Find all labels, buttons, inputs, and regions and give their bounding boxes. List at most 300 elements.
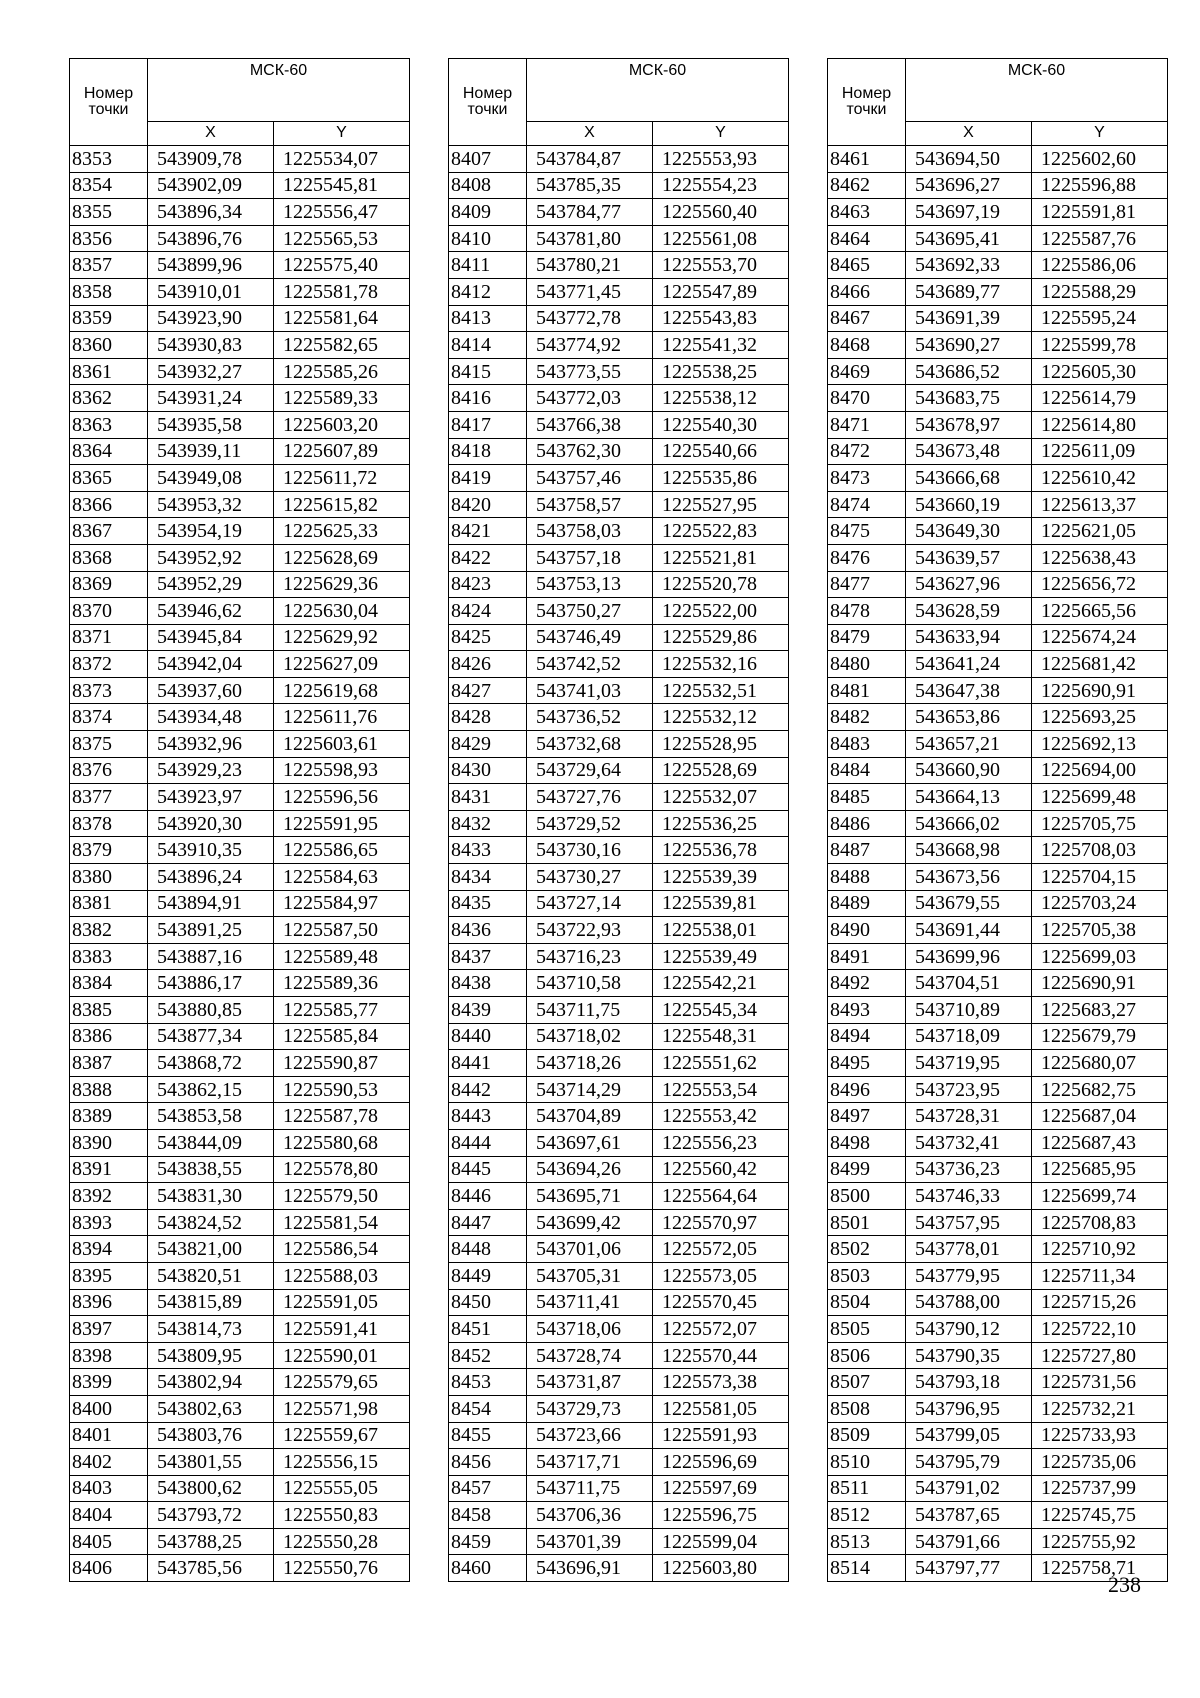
x-coordinate-cell: 543728,31	[906, 1103, 1032, 1130]
y-coordinate-cell: 1225581,64	[274, 305, 410, 332]
y-coordinate-cell: 1225611,76	[274, 704, 410, 731]
y-coordinate-cell: 1225561,08	[653, 225, 789, 252]
x-coordinate-cell: 543660,19	[906, 491, 1032, 518]
x-coordinate-cell: 543803,76	[148, 1422, 274, 1449]
point-number-cell: 8452	[449, 1342, 527, 1369]
y-coordinate-cell: 1225603,20	[274, 411, 410, 438]
y-coordinate-cell: 1225685,95	[1032, 1156, 1168, 1183]
y-coordinate-cell: 1225532,51	[653, 677, 789, 704]
table-row	[449, 1262, 789, 1289]
point-number-cell: 8381	[70, 890, 148, 917]
point-number-cell: 8456	[449, 1449, 527, 1476]
x-coordinate-cell: 543668,98	[906, 837, 1032, 864]
x-coordinate-cell: 543815,89	[148, 1289, 274, 1316]
header-point-number	[828, 59, 906, 146]
y-coordinate-cell: 1225584,63	[274, 864, 410, 891]
table-row	[70, 172, 410, 199]
point-number-cell: 8446	[449, 1183, 527, 1210]
y-coordinate-cell: 1225573,05	[653, 1262, 789, 1289]
point-number-cell: 8483	[828, 731, 906, 758]
point-number-cell: 8457	[449, 1475, 527, 1502]
y-coordinate-cell: 1225708,03	[1032, 837, 1168, 864]
y-coordinate-cell: 1225570,45	[653, 1289, 789, 1316]
point-number-cell: 8366	[70, 491, 148, 518]
point-number-cell: 8451	[449, 1316, 527, 1343]
point-number-cell: 8372	[70, 651, 148, 678]
point-number-cell: 8433	[449, 837, 527, 864]
x-coordinate-cell: 543793,18	[906, 1369, 1032, 1396]
header-point-label-line: Номер	[462, 85, 513, 102]
point-number-cell: 8396	[70, 1289, 148, 1316]
point-number-cell: 8416	[449, 385, 527, 412]
x-coordinate-cell: 543657,21	[906, 731, 1032, 758]
point-number-cell: 8507	[828, 1369, 906, 1396]
x-coordinate-cell: 543766,38	[527, 411, 653, 438]
table-row	[70, 864, 410, 891]
y-coordinate-cell: 1225687,04	[1032, 1103, 1168, 1130]
x-coordinate-cell: 543666,68	[906, 465, 1032, 492]
y-coordinate-cell: 1225587,76	[1032, 225, 1168, 252]
y-coordinate-cell: 1225587,50	[274, 917, 410, 944]
y-coordinate-cell: 1225596,75	[653, 1502, 789, 1529]
table-row	[70, 571, 410, 598]
point-number-cell: 8444	[449, 1129, 527, 1156]
x-coordinate-cell: 543695,41	[906, 225, 1032, 252]
point-number-cell: 8471	[828, 411, 906, 438]
x-coordinate-cell: 543679,55	[906, 890, 1032, 917]
table-row	[70, 225, 410, 252]
y-coordinate-cell: 1225584,97	[274, 890, 410, 917]
x-coordinate-cell: 543729,64	[527, 757, 653, 784]
table-row	[828, 571, 1168, 598]
table-row	[828, 757, 1168, 784]
table-row	[70, 598, 410, 625]
table-row	[70, 358, 410, 385]
table-row	[449, 943, 789, 970]
point-number-cell: 8423	[449, 571, 527, 598]
point-number-cell: 8390	[70, 1129, 148, 1156]
x-coordinate-cell: 543800,62	[148, 1475, 274, 1502]
table-row	[828, 252, 1168, 279]
point-number-cell: 8464	[828, 225, 906, 252]
point-number-cell: 8362	[70, 385, 148, 412]
table-row	[70, 1395, 410, 1422]
y-coordinate-cell: 1225595,24	[1032, 305, 1168, 332]
y-coordinate-cell: 1225589,48	[274, 943, 410, 970]
y-coordinate-cell: 1225555,05	[274, 1475, 410, 1502]
table-row	[828, 332, 1168, 359]
x-coordinate-cell: 543785,35	[527, 172, 653, 199]
header-point-label-line: Номер	[83, 85, 134, 102]
point-number-cell: 8432	[449, 810, 527, 837]
point-number-cell: 8494	[828, 1023, 906, 1050]
y-coordinate-cell: 1225538,12	[653, 385, 789, 412]
point-number-cell: 8511	[828, 1475, 906, 1502]
y-coordinate-cell: 1225694,00	[1032, 757, 1168, 784]
y-coordinate-cell: 1225681,42	[1032, 651, 1168, 678]
x-coordinate-cell: 543772,78	[527, 305, 653, 332]
x-coordinate-cell: 543694,26	[527, 1156, 653, 1183]
x-coordinate-cell: 543788,25	[148, 1528, 274, 1555]
table-row	[449, 385, 789, 412]
x-coordinate-cell: 543909,78	[148, 146, 274, 173]
y-coordinate-cell: 1225732,21	[1032, 1395, 1168, 1422]
point-number-cell: 8425	[449, 624, 527, 651]
y-coordinate-cell: 1225627,09	[274, 651, 410, 678]
y-coordinate-cell: 1225579,50	[274, 1183, 410, 1210]
y-coordinate-cell: 1225613,37	[1032, 491, 1168, 518]
x-coordinate-cell: 543932,27	[148, 358, 274, 385]
point-number-cell: 8476	[828, 544, 906, 571]
point-number-cell: 8421	[449, 518, 527, 545]
x-coordinate-cell: 543704,89	[527, 1103, 653, 1130]
y-coordinate-cell: 1225542,21	[653, 970, 789, 997]
point-number-cell: 8502	[828, 1236, 906, 1263]
y-coordinate-cell: 1225560,40	[653, 199, 789, 226]
table-row	[449, 1528, 789, 1555]
x-coordinate-cell: 543920,30	[148, 810, 274, 837]
y-coordinate-cell: 1225629,36	[274, 571, 410, 598]
point-number-cell: 8447	[449, 1209, 527, 1236]
y-coordinate-cell: 1225665,56	[1032, 598, 1168, 625]
table-row	[70, 1422, 410, 1449]
x-coordinate-cell: 543949,08	[148, 465, 274, 492]
point-number-cell: 8500	[828, 1183, 906, 1210]
table-row	[449, 1023, 789, 1050]
table-row	[70, 997, 410, 1024]
x-coordinate-cell: 543699,42	[527, 1209, 653, 1236]
point-number-cell: 8376	[70, 757, 148, 784]
y-coordinate-cell: 1225580,68	[274, 1129, 410, 1156]
table-row	[828, 1475, 1168, 1502]
y-coordinate-cell: 1225614,80	[1032, 411, 1168, 438]
point-number-cell: 8485	[828, 784, 906, 811]
y-coordinate-cell: 1225589,33	[274, 385, 410, 412]
x-coordinate-cell: 543729,73	[527, 1395, 653, 1422]
point-number-cell: 8402	[70, 1449, 148, 1476]
table-row	[70, 278, 410, 305]
table-row	[70, 890, 410, 917]
y-coordinate-cell: 1225705,38	[1032, 917, 1168, 944]
point-number-cell: 8392	[70, 1183, 148, 1210]
y-coordinate-cell: 1225755,92	[1032, 1528, 1168, 1555]
x-coordinate-cell: 543896,76	[148, 225, 274, 252]
y-coordinate-cell: 1225572,07	[653, 1316, 789, 1343]
point-number-cell: 8499	[828, 1156, 906, 1183]
x-coordinate-cell: 543690,27	[906, 332, 1032, 359]
y-coordinate-cell: 1225565,53	[274, 225, 410, 252]
y-coordinate-cell: 1225590,01	[274, 1342, 410, 1369]
table-row	[828, 199, 1168, 226]
coordinates-table-2	[448, 58, 789, 1582]
x-coordinate-cell: 543757,46	[527, 465, 653, 492]
x-coordinate-cell: 543802,63	[148, 1395, 274, 1422]
table-row	[828, 997, 1168, 1024]
coordinates-table-1	[69, 58, 410, 1582]
y-coordinate-cell: 1225596,69	[653, 1449, 789, 1476]
point-number-cell: 8375	[70, 731, 148, 758]
x-coordinate-cell: 543753,13	[527, 571, 653, 598]
x-coordinate-cell: 543802,94	[148, 1369, 274, 1396]
y-coordinate-cell: 1225614,79	[1032, 385, 1168, 412]
point-number-cell: 8365	[70, 465, 148, 492]
point-number-cell: 8503	[828, 1262, 906, 1289]
table-row	[70, 917, 410, 944]
x-coordinate-cell: 543750,27	[527, 598, 653, 625]
point-number-cell: 8368	[70, 544, 148, 571]
table-row	[70, 1209, 410, 1236]
point-number-cell: 8478	[828, 598, 906, 625]
header-x: X	[527, 121, 653, 145]
y-coordinate-cell: 1225591,93	[653, 1422, 789, 1449]
point-number-cell: 8411	[449, 252, 527, 279]
y-coordinate-cell: 1225611,72	[274, 465, 410, 492]
table-row	[828, 358, 1168, 385]
y-coordinate-cell: 1225522,83	[653, 518, 789, 545]
point-number-cell: 8356	[70, 225, 148, 252]
table-row	[70, 784, 410, 811]
point-number-cell: 8385	[70, 997, 148, 1024]
point-number-cell: 8440	[449, 1023, 527, 1050]
point-number-cell: 8389	[70, 1103, 148, 1130]
table-row	[70, 1050, 410, 1077]
table-row	[449, 997, 789, 1024]
table-row	[828, 1236, 1168, 1263]
y-coordinate-cell: 1225692,13	[1032, 731, 1168, 758]
x-coordinate-cell: 543694,50	[906, 146, 1032, 173]
y-coordinate-cell: 1225603,80	[653, 1555, 789, 1582]
table-row	[828, 598, 1168, 625]
point-number-cell: 8438	[449, 970, 527, 997]
point-number-cell: 8426	[449, 651, 527, 678]
point-number-cell: 8453	[449, 1369, 527, 1396]
point-number-cell: 8460	[449, 1555, 527, 1582]
x-coordinate-cell: 543729,52	[527, 810, 653, 837]
point-number-cell: 8493	[828, 997, 906, 1024]
x-coordinate-cell: 543790,35	[906, 1342, 1032, 1369]
point-number-cell: 8472	[828, 438, 906, 465]
point-number-cell: 8474	[828, 491, 906, 518]
header-point-label-line: Номер	[841, 85, 892, 102]
header-y: Y	[1032, 121, 1168, 145]
x-coordinate-cell: 543727,14	[527, 890, 653, 917]
table-row	[828, 651, 1168, 678]
header-crs: МСК-60	[148, 59, 410, 122]
header-x: X	[148, 121, 274, 145]
x-coordinate-cell: 543910,35	[148, 837, 274, 864]
table-row	[828, 225, 1168, 252]
table-row	[70, 385, 410, 412]
x-coordinate-cell: 543771,45	[527, 278, 653, 305]
point-number-cell: 8470	[828, 385, 906, 412]
header-y: Y	[653, 121, 789, 145]
y-coordinate-cell: 1225682,75	[1032, 1076, 1168, 1103]
table-row	[828, 305, 1168, 332]
y-coordinate-cell: 1225591,95	[274, 810, 410, 837]
x-coordinate-cell: 543930,83	[148, 332, 274, 359]
point-number-cell: 8501	[828, 1209, 906, 1236]
x-coordinate-cell: 543641,24	[906, 651, 1032, 678]
table-row	[828, 1289, 1168, 1316]
x-coordinate-cell: 543699,96	[906, 943, 1032, 970]
point-number-cell: 8379	[70, 837, 148, 864]
table-row	[449, 624, 789, 651]
coordinates-table-3	[827, 58, 1168, 1582]
point-number-cell: 8397	[70, 1316, 148, 1343]
y-coordinate-cell: 1225560,42	[653, 1156, 789, 1183]
header-point-label-line: точки	[467, 101, 508, 118]
x-coordinate-cell: 543686,52	[906, 358, 1032, 385]
table-row	[828, 1050, 1168, 1077]
x-coordinate-cell: 543673,56	[906, 864, 1032, 891]
point-number-cell: 8488	[828, 864, 906, 891]
x-coordinate-cell: 543934,48	[148, 704, 274, 731]
point-number-cell: 8413	[449, 305, 527, 332]
x-coordinate-cell: 543945,84	[148, 624, 274, 651]
x-coordinate-cell: 543899,96	[148, 252, 274, 279]
y-coordinate-cell: 1225582,65	[274, 332, 410, 359]
table-row	[70, 837, 410, 864]
y-coordinate-cell: 1225535,86	[653, 465, 789, 492]
y-coordinate-cell: 1225550,83	[274, 1502, 410, 1529]
table-row	[70, 1129, 410, 1156]
x-coordinate-cell: 543722,93	[527, 917, 653, 944]
table-row	[70, 411, 410, 438]
x-coordinate-cell: 543853,58	[148, 1103, 274, 1130]
x-coordinate-cell: 543923,97	[148, 784, 274, 811]
y-coordinate-cell: 1225539,49	[653, 943, 789, 970]
table-row	[70, 1342, 410, 1369]
y-coordinate-cell: 1225699,03	[1032, 943, 1168, 970]
y-coordinate-cell: 1225551,62	[653, 1050, 789, 1077]
point-number-cell: 8383	[70, 943, 148, 970]
point-number-cell: 8454	[449, 1395, 527, 1422]
point-number-cell: 8509	[828, 1422, 906, 1449]
y-coordinate-cell: 1225571,98	[274, 1395, 410, 1422]
table-row	[70, 1528, 410, 1555]
point-number-cell: 8353	[70, 146, 148, 173]
y-coordinate-cell: 1225553,54	[653, 1076, 789, 1103]
x-coordinate-cell: 543704,51	[906, 970, 1032, 997]
y-coordinate-cell: 1225556,15	[274, 1449, 410, 1476]
x-coordinate-cell: 543697,19	[906, 199, 1032, 226]
point-number-cell: 8512	[828, 1502, 906, 1529]
x-coordinate-cell: 543673,48	[906, 438, 1032, 465]
x-coordinate-cell: 543946,62	[148, 598, 274, 625]
point-number-cell: 8449	[449, 1262, 527, 1289]
table-row	[70, 305, 410, 332]
table-row	[828, 1209, 1168, 1236]
x-coordinate-cell: 543728,74	[527, 1342, 653, 1369]
table-row	[70, 491, 410, 518]
table-row	[828, 544, 1168, 571]
table-row	[70, 651, 410, 678]
y-coordinate-cell: 1225581,05	[653, 1395, 789, 1422]
x-coordinate-cell: 543952,29	[148, 571, 274, 598]
header-point-number	[70, 59, 148, 146]
table-row	[70, 252, 410, 279]
y-coordinate-cell: 1225591,41	[274, 1316, 410, 1343]
table-row	[449, 810, 789, 837]
y-coordinate-cell: 1225722,10	[1032, 1316, 1168, 1343]
point-number-cell: 8480	[828, 651, 906, 678]
point-number-cell: 8364	[70, 438, 148, 465]
x-coordinate-cell: 543814,73	[148, 1316, 274, 1343]
point-number-cell: 8491	[828, 943, 906, 970]
y-coordinate-cell: 1225619,68	[274, 677, 410, 704]
table-row	[828, 278, 1168, 305]
table-row	[449, 1316, 789, 1343]
table-row	[70, 146, 410, 173]
point-number-cell: 8409	[449, 199, 527, 226]
x-coordinate-cell: 543736,52	[527, 704, 653, 731]
point-number-cell: 8371	[70, 624, 148, 651]
x-coordinate-cell: 543730,16	[527, 837, 653, 864]
x-coordinate-cell: 543831,30	[148, 1183, 274, 1210]
point-number-cell: 8422	[449, 544, 527, 571]
point-number-cell: 8477	[828, 571, 906, 598]
x-coordinate-cell: 543939,11	[148, 438, 274, 465]
y-coordinate-cell: 1225556,47	[274, 199, 410, 226]
point-number-cell: 8393	[70, 1209, 148, 1236]
table-row	[449, 1502, 789, 1529]
y-coordinate-cell: 1225680,07	[1032, 1050, 1168, 1077]
point-number-cell: 8505	[828, 1316, 906, 1343]
x-coordinate-cell: 543838,55	[148, 1156, 274, 1183]
x-coordinate-cell: 543664,13	[906, 784, 1032, 811]
y-coordinate-cell: 1225590,87	[274, 1050, 410, 1077]
x-coordinate-cell: 543742,52	[527, 651, 653, 678]
x-coordinate-cell: 543732,41	[906, 1129, 1032, 1156]
x-coordinate-cell: 543932,96	[148, 731, 274, 758]
point-number-cell: 8361	[70, 358, 148, 385]
x-coordinate-cell: 543716,23	[527, 943, 653, 970]
table-row	[70, 1475, 410, 1502]
y-coordinate-cell: 1225629,92	[274, 624, 410, 651]
y-coordinate-cell: 1225570,44	[653, 1342, 789, 1369]
x-coordinate-cell: 543952,92	[148, 544, 274, 571]
point-number-cell: 8403	[70, 1475, 148, 1502]
table-row	[70, 1449, 410, 1476]
point-number-cell: 8380	[70, 864, 148, 891]
x-coordinate-cell: 543896,34	[148, 199, 274, 226]
table-row	[449, 1156, 789, 1183]
x-coordinate-cell: 543774,92	[527, 332, 653, 359]
x-coordinate-cell: 543746,49	[527, 624, 653, 651]
table-row	[70, 1103, 410, 1130]
point-number-cell: 8458	[449, 1502, 527, 1529]
y-coordinate-cell: 1225586,54	[274, 1236, 410, 1263]
table-row	[828, 1342, 1168, 1369]
point-number-cell: 8401	[70, 1422, 148, 1449]
table-row	[449, 1076, 789, 1103]
table-row	[70, 1183, 410, 1210]
y-coordinate-cell: 1225538,25	[653, 358, 789, 385]
x-coordinate-cell: 543710,89	[906, 997, 1032, 1024]
y-coordinate-cell: 1225602,60	[1032, 146, 1168, 173]
point-number-cell: 8427	[449, 677, 527, 704]
y-coordinate-cell: 1225683,27	[1032, 997, 1168, 1024]
y-coordinate-cell: 1225610,42	[1032, 465, 1168, 492]
x-coordinate-cell: 543697,61	[527, 1129, 653, 1156]
x-coordinate-cell: 543757,95	[906, 1209, 1032, 1236]
table-row	[828, 1023, 1168, 1050]
x-coordinate-cell: 543719,95	[906, 1050, 1032, 1077]
table-row	[70, 943, 410, 970]
y-coordinate-cell: 1225536,78	[653, 837, 789, 864]
table-row	[828, 1183, 1168, 1210]
table-row	[828, 970, 1168, 997]
